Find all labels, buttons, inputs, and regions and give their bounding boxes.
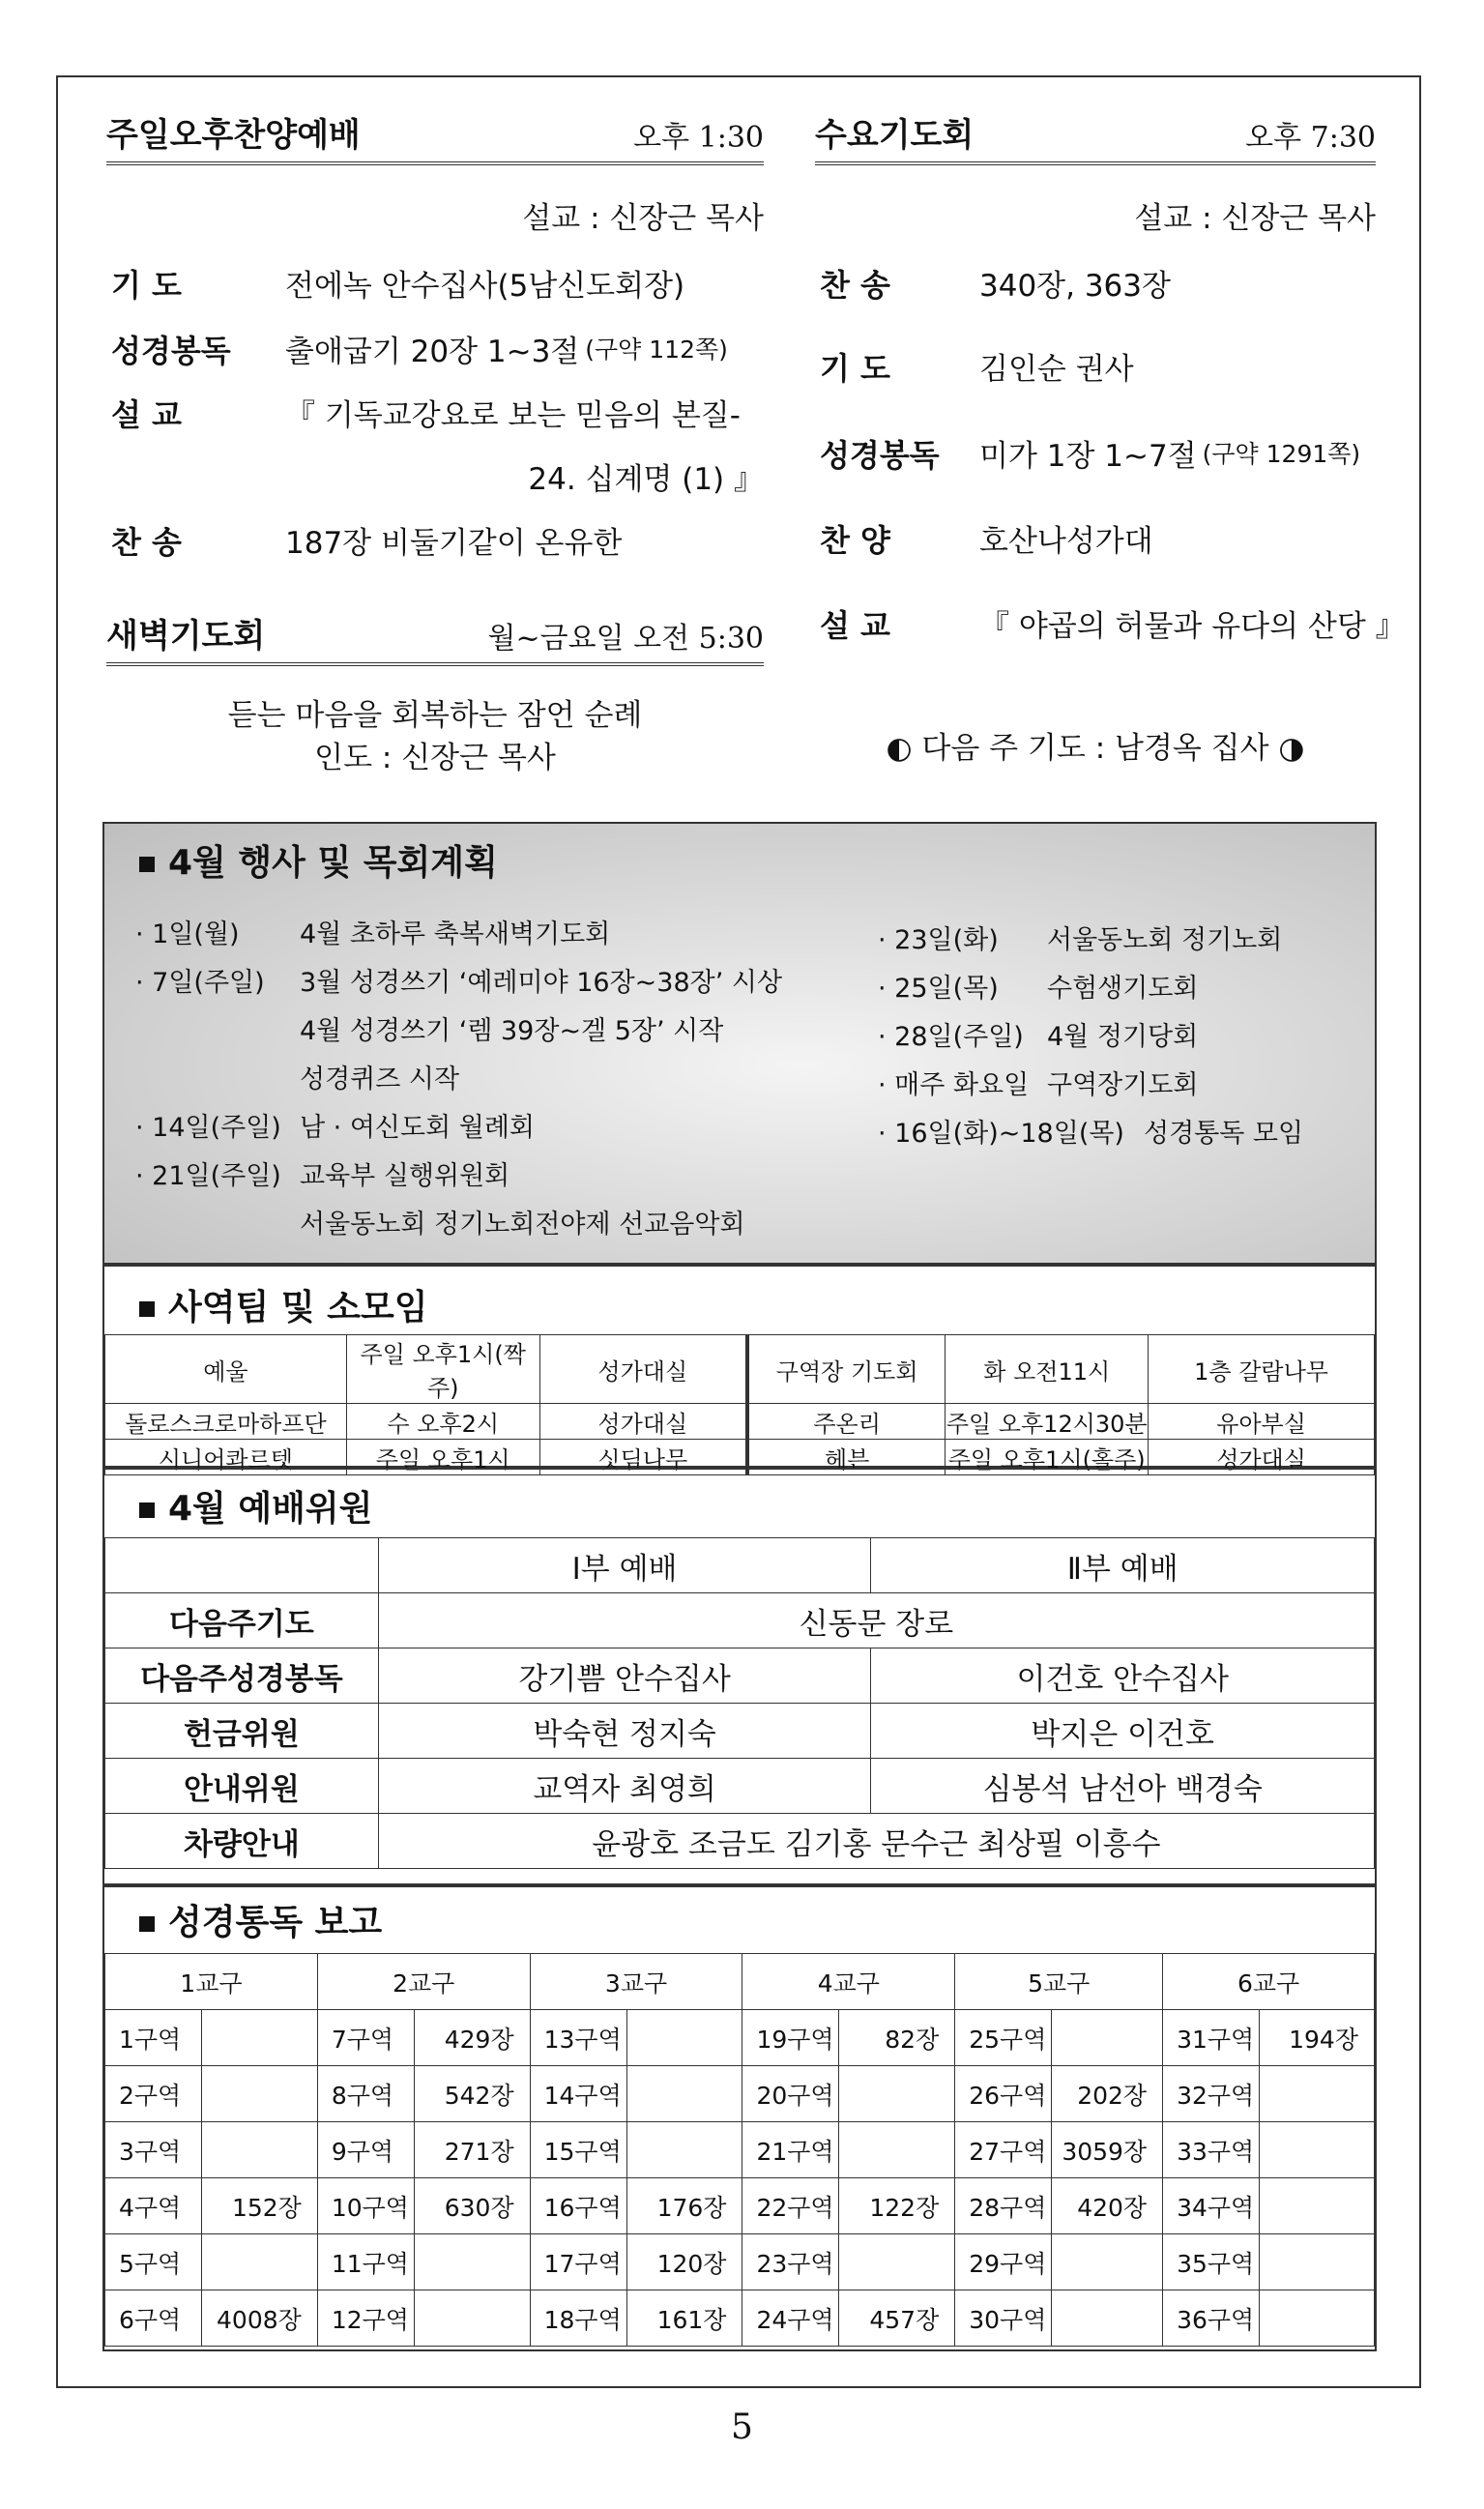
zone-name: 29구역: [955, 2234, 1052, 2290]
zone-name: 13구역: [530, 2010, 626, 2066]
zone-chapters: [414, 2234, 530, 2290]
team-cell: 싯딤나무: [539, 1440, 747, 1475]
sunday-pm-preacher: 설교 : 신장근 목사: [522, 201, 764, 236]
dawn-time: 월~금요일 오전 5:30: [487, 622, 764, 656]
zone-name: 23구역: [742, 2234, 839, 2290]
zone-name: 9구역: [317, 2122, 414, 2178]
zone-name: 17구역: [530, 2234, 626, 2290]
zone-chapters: 457장: [839, 2290, 955, 2347]
worship-value-1: 강기쁨 안수집사: [378, 1648, 871, 1704]
team-cell: 1층 갈람나무: [1149, 1335, 1375, 1404]
district-header: 6교구: [1163, 1954, 1375, 2010]
zone-name: 26구역: [955, 2066, 1052, 2122]
wednesday-reading: 미가 1장 1~7절: [979, 439, 1197, 474]
zone-name: 36구역: [1163, 2290, 1260, 2347]
sunday-pm-sermon-row: [111, 391, 741, 435]
bible-header-row: [105, 1954, 1375, 2010]
zone-chapters: 3059장: [1052, 2122, 1163, 2178]
event-date: · 16일(화)~18일(목): [878, 1119, 1124, 1149]
wednesday-next-prayer: ◐ 다음 주 기도 : 남경옥 집사 ◑: [886, 731, 1305, 766]
zone-name: 11구역: [317, 2234, 414, 2290]
team-cell: 성가대실: [539, 1335, 747, 1404]
zone-chapters: 122장: [839, 2178, 955, 2234]
zone-chapters: [1260, 2122, 1375, 2178]
team-cell: 주일 오후1시(홀주): [946, 1440, 1149, 1475]
district-header: 5교구: [955, 1954, 1163, 2010]
team-cell: 성가대실: [539, 1404, 747, 1440]
team-cell: 주일 오후1시: [346, 1440, 539, 1475]
event-item: [135, 1203, 745, 1240]
team-cell: 구역장 기도회: [747, 1335, 946, 1404]
zone-chapters: [1052, 2290, 1163, 2347]
zone-name: 25구역: [955, 2010, 1052, 2066]
zone-name: 24구역: [742, 2290, 839, 2347]
events-box: [102, 822, 1377, 1265]
table-row: [105, 2066, 1375, 2122]
wednesday-choir: 호산나성가대: [979, 524, 1153, 559]
event-text: 성경통독 모임: [1144, 1119, 1304, 1149]
sunday-pm-sermon-line2: 24. 십계명 (1) 』: [528, 462, 764, 497]
event-item: [135, 1058, 459, 1095]
event-text: 4월 성경쓰기 ‘렘 39장~겔 5장’ 시작: [300, 1016, 724, 1046]
event-item: [878, 1015, 1198, 1053]
zone-chapters: [1260, 2066, 1375, 2122]
zone-name: 14구역: [530, 2066, 626, 2122]
event-item: [878, 919, 1282, 956]
zone-name: 12구역: [317, 2290, 414, 2347]
event-item: [135, 961, 782, 999]
table-row: [105, 2178, 1375, 2234]
wednesday-reading-page: (구약 1291쪽): [1202, 440, 1361, 468]
worship-col2: Ⅱ부 예배: [871, 1538, 1375, 1593]
table-row: [105, 2122, 1375, 2178]
team-cell: 시니어콰르텟: [105, 1440, 347, 1475]
sunday-pm-prayer: 전에녹 안수집사(5남신도회장): [285, 269, 685, 304]
event-item: [878, 1064, 1199, 1101]
square-bullet-icon: [139, 1502, 155, 1518]
zone-name: 16구역: [530, 2178, 626, 2234]
wednesday-prayer-label: 기 도: [820, 350, 890, 387]
event-text: 4월 정기당회: [1047, 1022, 1199, 1052]
zone-chapters: [626, 2122, 742, 2178]
zone-chapters: [1260, 2234, 1375, 2290]
zone-name: 5구역: [105, 2234, 202, 2290]
zone-name: 3구역: [105, 2122, 202, 2178]
zone-chapters: 176장: [626, 2178, 742, 2234]
zone-name: 19구역: [742, 2010, 839, 2066]
zone-chapters: 202장: [1052, 2066, 1163, 2122]
worship-col1: Ⅰ부 예배: [378, 1538, 871, 1593]
worship-corner: [105, 1538, 379, 1593]
zone-name: 35구역: [1163, 2234, 1260, 2290]
event-date: · 21일(주일): [135, 1161, 281, 1191]
sunday-pm-reading-page: (구약 112쪽): [585, 336, 728, 364]
zone-chapters: [626, 2066, 742, 2122]
zone-name: 4구역: [105, 2178, 202, 2234]
zone-chapters: [201, 2234, 317, 2290]
table-row: [105, 2010, 1375, 2066]
zone-name: 32구역: [1163, 2066, 1260, 2122]
zone-chapters: 4008장: [201, 2290, 317, 2347]
table-row: [105, 1814, 1375, 1869]
wednesday-hymn-row: [820, 261, 1171, 306]
worship-value-2: 박지은 이건호: [871, 1704, 1375, 1759]
table-row: [105, 1704, 1375, 1759]
worship-box: [102, 1468, 1377, 1885]
wednesday-preacher: 설교 : 신장근 목사: [1134, 201, 1376, 236]
wednesday-reading-label: 성경봉독: [820, 437, 940, 474]
zone-name: 22구역: [742, 2178, 839, 2234]
dawn-header: [106, 609, 764, 666]
bible-table: [104, 1953, 1375, 2347]
worship-role-label: 다음주성경봉독: [105, 1648, 379, 1704]
event-date: · 매주 화요일: [878, 1070, 1030, 1100]
dawn-line2: 인도 : 신장근 목사: [314, 741, 556, 775]
worship-role-label: 차량안내: [105, 1814, 379, 1869]
team-cell: 주일 오후12시30분: [946, 1404, 1149, 1440]
table-row: [105, 1335, 1375, 1404]
zone-name: 1구역: [105, 2010, 202, 2066]
zone-name: 30구역: [955, 2290, 1052, 2347]
team-cell: 돌로스크로마하프단: [105, 1404, 347, 1440]
event-item: [878, 967, 1199, 1005]
zone-chapters: [839, 2122, 955, 2178]
table-row: [105, 1404, 1375, 1440]
wednesday-hymn: 340장, 363장: [979, 269, 1171, 304]
event-text: 구역장기도회: [1047, 1070, 1199, 1100]
zone-chapters: [1260, 2290, 1375, 2347]
event-date: · 23일(화): [878, 925, 999, 955]
event-item: [135, 1154, 509, 1192]
wednesday-prayer-row: [820, 344, 1134, 389]
event-date: · 25일(목): [878, 974, 999, 1004]
teams-title: 사역팀 및 소모임: [139, 1280, 428, 1329]
worship-value-2: 심봉석 남선아 백경숙: [871, 1759, 1375, 1814]
sunday-pm-prayer-row: [111, 261, 684, 306]
event-date: · 28일(주일): [878, 1022, 1024, 1052]
zone-chapters: 194장: [1260, 2010, 1375, 2066]
wednesday-sermon-label: 설 교: [820, 607, 890, 644]
zone-chapters: [626, 2010, 742, 2066]
team-cell: 수 오후2시: [346, 1404, 539, 1440]
table-row: [105, 2234, 1375, 2290]
zone-name: 18구역: [530, 2290, 626, 2347]
worship-role-label: 다음주기도: [105, 1593, 379, 1648]
dawn-line1: 듣는 마음을 회복하는 잠언 순례: [227, 698, 643, 733]
worship-value-2: 이건호 안수집사: [871, 1648, 1375, 1704]
bible-box: [102, 1885, 1377, 2351]
team-cell: 화 오전11시: [946, 1335, 1149, 1404]
district-header: 2교구: [317, 1954, 530, 2010]
table-row: [105, 2290, 1375, 2347]
event-text: 서울동노회 정기노회전야제 선교음악회: [300, 1210, 745, 1240]
wednesday-hymn-label: 찬 송: [820, 267, 890, 304]
event-item: [135, 913, 610, 950]
zone-chapters: [1260, 2178, 1375, 2234]
sunday-pm-sermon-line1: 『 기독교강요로 보는 믿음의 본질-: [285, 398, 741, 433]
zone-name: 33구역: [1163, 2122, 1260, 2178]
sunday-pm-reading-row: [111, 327, 728, 371]
event-item: [135, 1106, 535, 1144]
wednesday-sermon-row: [820, 601, 1406, 646]
event-text: 3월 성경쓰기 ‘예레미야 16장~38장’ 시상: [300, 968, 783, 998]
zone-chapters: [839, 2066, 955, 2122]
team-cell: 주온리: [747, 1404, 946, 1440]
event-date: [135, 1058, 300, 1095]
zone-chapters: 152장: [201, 2178, 317, 2234]
zone-chapters: 542장: [414, 2066, 530, 2122]
worship-value: 신동문 장로: [378, 1593, 1374, 1648]
event-date: · 14일(주일): [135, 1113, 281, 1143]
wednesday-choir-label: 찬 양: [820, 522, 890, 559]
zone-chapters: [1052, 2010, 1163, 2066]
team-cell: 예울: [105, 1335, 347, 1404]
sunday-pm-reading-label: 성경봉독: [111, 333, 231, 369]
event-text: 성경퀴즈 시작: [300, 1065, 460, 1094]
event-item: [135, 1009, 723, 1047]
events-title: 4월 행사 및 목회계획: [139, 835, 498, 885]
district-header: 3교구: [530, 1954, 742, 2010]
wednesday-title: 수요기도회: [815, 116, 975, 155]
dawn-text: [106, 694, 764, 779]
wednesday-sermon: 『 야곱의 허물과 유다의 산당 』: [979, 609, 1406, 644]
event-date: [135, 1203, 300, 1240]
page-number: 5: [731, 2407, 753, 2447]
event-date: · 7일(주일): [135, 968, 265, 998]
event-text: 수험생기도회: [1047, 974, 1199, 1004]
zone-name: 10구역: [317, 2178, 414, 2234]
zone-name: 15구역: [530, 2122, 626, 2178]
bible-title: 성경통독 보고: [139, 1895, 382, 1944]
zone-chapters: 120장: [626, 2234, 742, 2290]
event-text: 교육부 실행위원회: [300, 1161, 510, 1191]
worship-role-label: 헌금위원: [105, 1704, 379, 1759]
dawn-title: 새벽기도회: [106, 617, 266, 656]
sunday-pm-reading: 출애굽기 20장 1~3절: [285, 335, 580, 369]
sunday-pm-hymn-row: [111, 518, 622, 563]
worship-title: 4월 예배위원: [139, 1481, 372, 1531]
square-bullet-icon: [139, 1916, 155, 1932]
square-bullet-icon: [139, 857, 155, 872]
event-date: [135, 1009, 300, 1047]
zone-chapters: [839, 2234, 955, 2290]
worship-value-1: 박숙현 정지숙: [378, 1704, 871, 1759]
zone-name: 6구역: [105, 2290, 202, 2347]
zone-chapters: [201, 2010, 317, 2066]
event-text: 남 · 여신도회 월례회: [300, 1113, 535, 1143]
zone-name: 20구역: [742, 2066, 839, 2122]
sunday-pm-header: [106, 108, 764, 165]
zone-name: 28구역: [955, 2178, 1052, 2234]
zone-name: 21구역: [742, 2122, 839, 2178]
table-row: [105, 1593, 1375, 1648]
worship-table: [104, 1537, 1375, 1869]
zone-chapters: 82장: [839, 2010, 955, 2066]
worship-role-label: 안내위원: [105, 1759, 379, 1814]
zone-name: 7구역: [317, 2010, 414, 2066]
sunday-pm-prayer-label: 기 도: [111, 267, 182, 304]
team-cell: 성가대실: [1149, 1440, 1375, 1475]
zone-chapters: 420장: [1052, 2178, 1163, 2234]
zone-chapters: 271장: [414, 2122, 530, 2178]
event-item: [878, 1112, 1303, 1150]
district-header: 4교구: [742, 1954, 955, 2010]
zone-chapters: [414, 2290, 530, 2347]
wednesday-reading-row: [820, 431, 1360, 476]
worship-header-row: [105, 1538, 1375, 1593]
wednesday-prayer: 김인순 권사: [979, 352, 1134, 387]
worship-value: 윤광호 조금도 김기홍 문수근 최상필 이흥수: [378, 1814, 1374, 1869]
zone-chapters: 429장: [414, 2010, 530, 2066]
zone-name: 31구역: [1163, 2010, 1260, 2066]
zone-chapters: [1052, 2234, 1163, 2290]
teams-box: [102, 1265, 1377, 1473]
zone-name: 27구역: [955, 2122, 1052, 2178]
event-text: 서울동노회 정기노회: [1047, 925, 1283, 955]
wednesday-header: [815, 108, 1376, 165]
team-cell: 헤븐: [747, 1440, 946, 1475]
sunday-pm-hymn: 187장 비둘기같이 온유한: [285, 526, 623, 561]
teams-table: [104, 1334, 1375, 1475]
zone-chapters: 630장: [414, 2178, 530, 2234]
wednesday-time: 오후 7:30: [1245, 121, 1376, 155]
zone-name: 8구역: [317, 2066, 414, 2122]
sunday-pm-hymn-label: 찬 송: [111, 524, 182, 561]
table-row: [105, 1759, 1375, 1814]
zone-name: 34구역: [1163, 2178, 1260, 2234]
zone-chapters: [201, 2122, 317, 2178]
zone-chapters: 161장: [626, 2290, 742, 2347]
wednesday-choir-row: [820, 516, 1153, 561]
sunday-pm-title: 주일오후찬양예배: [106, 116, 361, 155]
event-date: · 1일(월): [135, 919, 240, 949]
table-row: [105, 1648, 1375, 1704]
sunday-pm-sermon-label: 설 교: [111, 396, 182, 433]
sunday-pm-time: 오후 1:30: [633, 121, 764, 155]
worship-value-1: 교역자 최영희: [378, 1759, 871, 1814]
district-header: 1교구: [105, 1954, 318, 2010]
zone-chapters: [201, 2066, 317, 2122]
zone-name: 2구역: [105, 2066, 202, 2122]
event-text: 4월 초하루 축복새벽기도회: [300, 919, 611, 949]
team-cell: 유아부실: [1149, 1404, 1375, 1440]
square-bullet-icon: [139, 1301, 155, 1317]
team-cell: 주일 오후1시(짝주): [346, 1335, 539, 1404]
